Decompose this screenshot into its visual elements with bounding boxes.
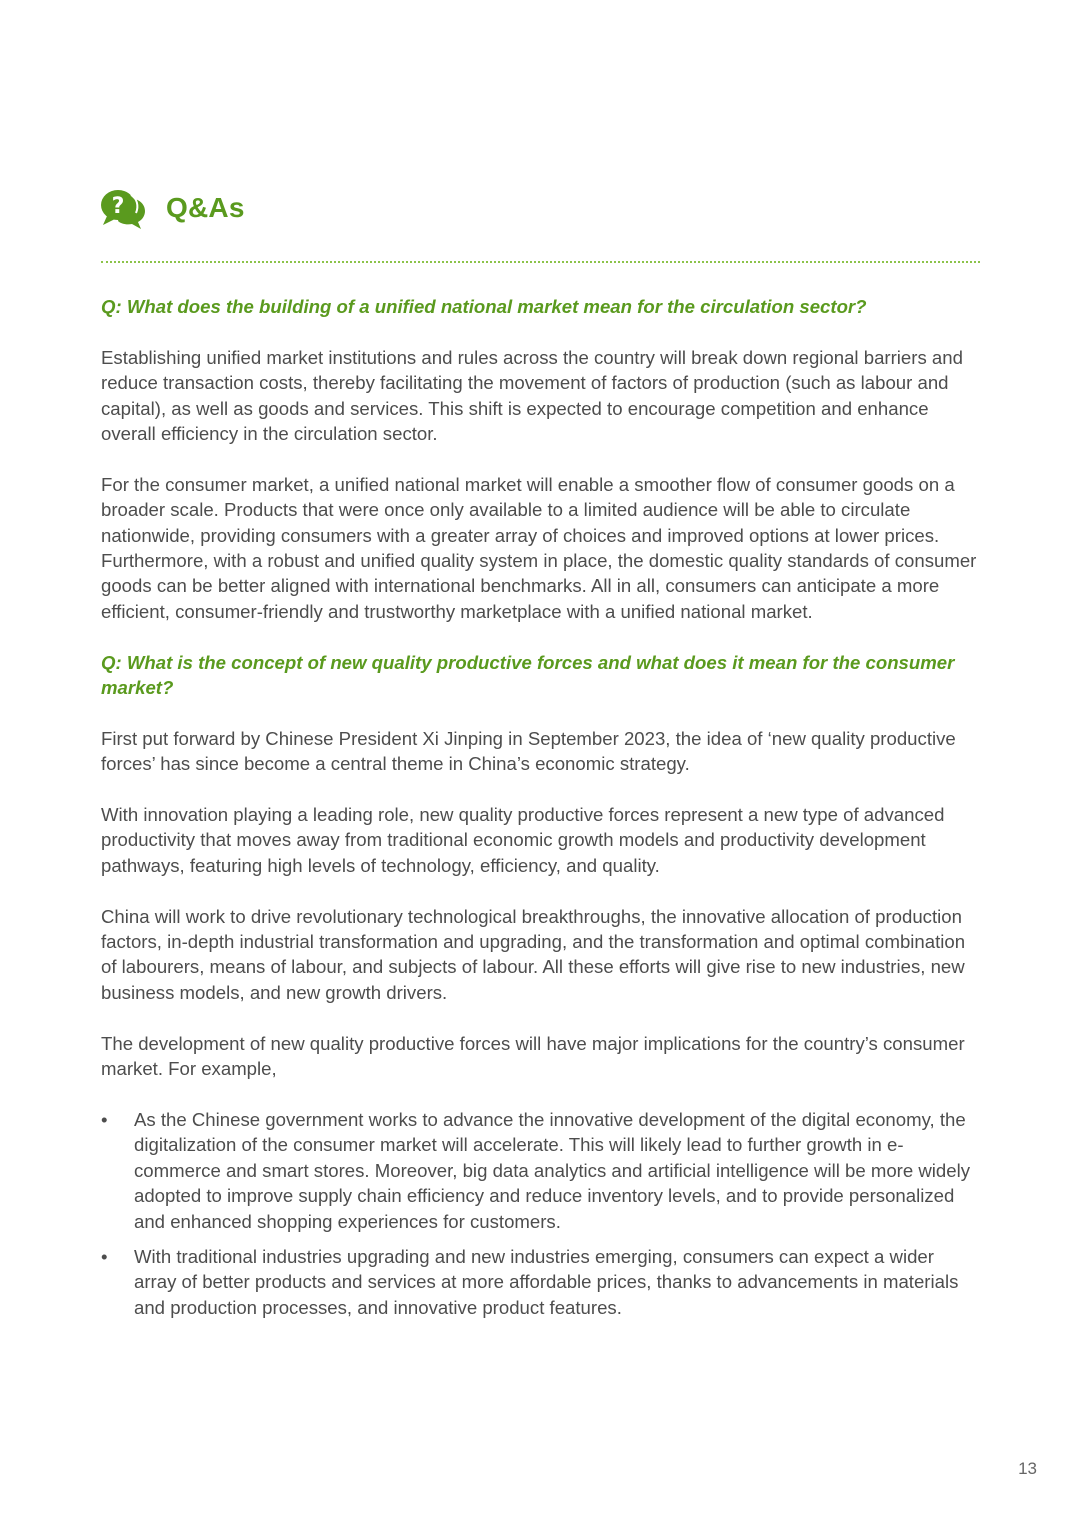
page-title: Q&As: [166, 192, 245, 223]
section-header: [99, 186, 245, 230]
answer-2-paragraph-2: With innovation playing a leading role, new quality productive forces represent a new type of advanced productivity that moves away from traditional economic growth models and productivity development pathways, featuring high levels of technology, efficiency, and quality.: [101, 804, 945, 876]
list-item-text: With traditional industries upgrading and new industries emerging, consumers can expect a wider array of better products and services at more affordable prices, thanks to advancements in materials and production processes, and innovative product features.: [134, 1245, 959, 1318]
page-number: 13: [1018, 1459, 1037, 1478]
answer-2-paragraph-3: China will work to drive revolutionary technological breakthroughs, the innovative allocation of production factors, in-depth industrial transformation and upgrading, and the transformation and optimal combination of labourers, means of labour, and subjects of labour. All these efforts will give rise to new industries, new business models, and new growth drivers.: [101, 905, 966, 1003]
answer-1-paragraph-1: Establishing unified market institutions and rules across the country will break down regional barriers and reduce transaction costs, thereby facilitating the movement of factors of production (such as labour and capital), as well as goods and services. This shift is expected to encourage competition and enhance overall efficiency in the circulation sector.: [101, 346, 963, 445]
question-1: Q: What does the building of a unified national market mean for the circulation sector?: [101, 296, 867, 317]
question-2: Q: What is the concept of new quality productive forces and what does it mean for the consumer market?: [101, 651, 955, 699]
svg-text:?: ?: [111, 194, 125, 219]
bullet-icon: •: [101, 1108, 108, 1130]
answer-1-paragraph-2: For the consumer market, a unified national market will enable a smoother flow of consumer goods on a broader scale. Products that were once only available to a limited audience will be able to circulate nationwide, providing consumers with a greater array of choices and improved options at lower prices. Furthermore, with a robust and unified quality system in place, the domestic quality standards of consumer goods can be better aligned with international benchmarks. All in all, consumers can anticipate a more efficient, consumer-friendly and trustworthy marketplace with a unified national market.: [101, 473, 977, 622]
bullet-icon: •: [101, 1245, 108, 1267]
dotted-divider: [101, 261, 980, 263]
speech-bubble-question-icon: [99, 186, 147, 230]
list-item: [101, 1107, 981, 1234]
list-item: [101, 1244, 981, 1320]
implications-list: [101, 1107, 981, 1320]
qa-content: [101, 294, 981, 1320]
answer-2-paragraph-1: First put forward by Chinese President Xi Jinping in September 2023, the idea of ‘new quality productive forces’ has since become a central theme in China’s economic strategy.: [101, 727, 956, 775]
answer-2-paragraph-4: The development of new quality productive forces will have major implications for the country’s consumer market. For example,: [101, 1032, 965, 1080]
list-item-text: As the Chinese government works to advance the innovative development of the digital economy, the digitalization of the consumer market will accelerate. This will likely lead to further growth in e-commerce and smart stores. Moreover, big data analytics and artificial intelligence will be more widely adopted to improve supply chain efficiency and reduce inventory levels, and to provide personalized and enhanced shopping experiences for customers.: [134, 1108, 971, 1232]
